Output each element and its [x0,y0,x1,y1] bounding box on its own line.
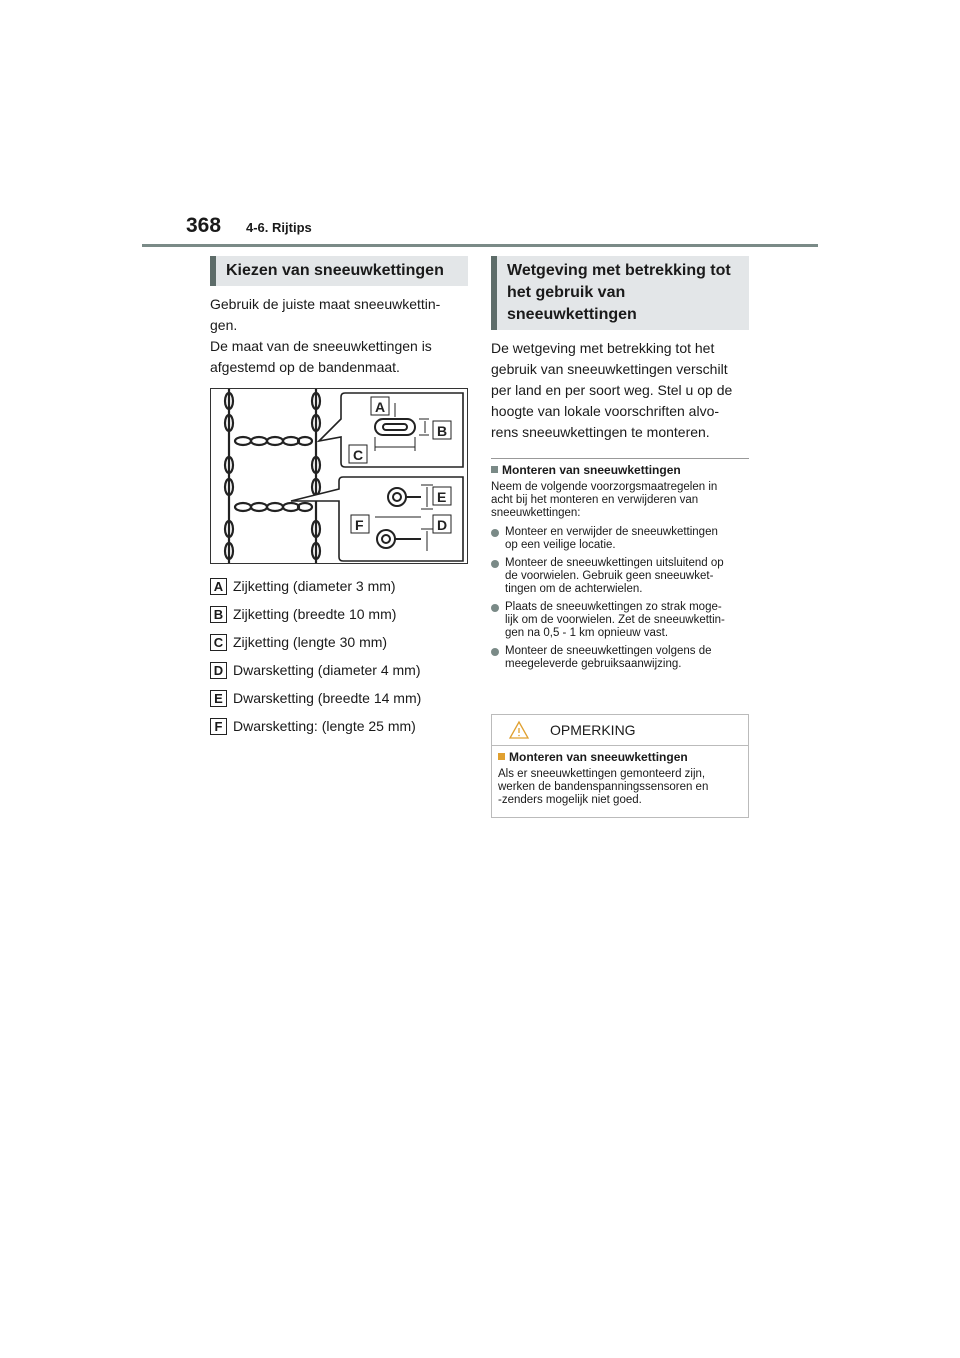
intro-line: gen. [210,317,238,333]
text-line: op een veilige locatie. [505,539,616,551]
heading-choose-chains: Kiezen van sneeuwkettingen [210,256,468,286]
list-item [210,628,470,656]
part-letter: F [210,718,227,735]
mounting-section [491,463,753,676]
text-line: rens sneeuwkettingen te monteren. [491,424,710,440]
list-item [491,557,753,596]
note-content [492,746,748,811]
heading-line: Wetgeving met betrekking tot [507,262,731,279]
chain-illustration [211,389,468,564]
choose-intro [210,294,470,378]
part-text: Dwarsketting (breedte 14 mm) [233,690,422,706]
part-letter: A [210,578,227,595]
figure-letter-d: D [437,517,448,533]
text-line: werken de bandenspanningssensoren en [498,781,709,793]
mounting-intro [491,481,753,520]
legislation-text [491,338,753,443]
figure-letter-f: F [355,517,364,533]
circle-bullet-icon [491,648,499,656]
text-line: gebruik van sneeuwkettingen verschilt [491,361,728,377]
list-item [210,572,470,600]
part-letter: B [210,606,227,623]
text-line: acht bij het monteren en verwijderen van [491,494,699,506]
page-number: 368 [186,214,222,237]
part-text: Zijketting (diameter 3 mm) [233,578,396,594]
intro-line: De maat van de sneeuwkettingen is [210,338,432,354]
part-letter: E [210,690,227,707]
circle-bullet-icon [491,560,499,568]
text-line: tingen om de achterwielen. [505,583,643,595]
part-text: Zijketting (lengte 30 mm) [233,634,388,650]
note-text [498,768,742,807]
note-heading-text: Monteren van sneeuwkettingen [509,750,688,764]
text-line: meegeleverde gebruiksaanwijzing. [505,658,682,670]
list-item [491,645,753,671]
cross-chain-top [235,437,312,445]
note-header [492,715,748,746]
text-line: de voorwielen. Gebruik geen sneeuwket- [505,570,714,582]
note-heading [498,750,742,764]
vertical-chain-middle [312,389,320,564]
figure-letter-c: C [353,447,364,463]
text-line: lijk om de voorwielen. Zet de sneeuwkettin- [505,614,725,626]
square-bullet-icon [491,466,498,473]
intro-line: Gebruik de juiste maat sneeuwkettin- [210,296,441,312]
figure-letter-a: A [375,399,386,415]
text-line: Monteer en verwijder de sneeuwkettingen [505,526,718,538]
vertical-chain-left [225,389,233,564]
figure-letter-e: E [437,489,447,505]
list-item [491,601,753,640]
parts-list [210,572,470,740]
part-text: Dwarsketting (diameter 4 mm) [233,662,421,678]
figure-letter-b: B [437,423,448,439]
heading-legislation [491,256,749,330]
text-line: De wetgeving met betrekking tot het [491,340,715,356]
note-title: OPMERKING [550,722,636,738]
text-line: sneeuwkettingen: [491,507,581,519]
section-label: 4-6. Rijtips [246,220,312,235]
heading-line: sneeuwkettingen [507,306,637,323]
part-text: Zijketting (breedte 10 mm) [233,606,397,622]
text-line: Plaats de sneeuwkettingen zo strak moge- [505,601,722,613]
circle-bullet-icon [491,529,499,537]
mounting-bullets [491,526,753,671]
text-line: gen na 0,5 - 1 km opnieuw vast. [505,627,669,639]
section-divider [491,458,749,459]
heading-line: het gebruik van [507,284,626,301]
text-line: -zenders mogelijk niet goed. [498,794,642,806]
circle-bullet-icon [491,604,499,612]
snow-chain-diagram [210,388,468,564]
mounting-heading-text: Monteren van sneeuwkettingen [502,463,681,477]
header-rule [142,244,818,247]
list-item [210,712,470,740]
list-item [210,684,470,712]
mounting-heading [491,463,753,477]
text-line: Als er sneeuwkettingen gemonteerd zijn, [498,768,706,780]
list-item [210,600,470,628]
square-bullet-icon [498,753,505,760]
note-box [491,714,749,818]
list-item [491,526,753,552]
warning-triangle-icon [508,720,530,740]
cross-chain-bottom [235,503,312,511]
part-letter: C [210,634,227,651]
part-letter: D [210,662,227,679]
text-line: Monteer de sneeuwkettingen volgens de [505,645,712,657]
text-line: Monteer de sneeuwkettingen uitsluitend op [505,557,724,569]
list-item [210,656,470,684]
text-line: per land en per soort weg. Stel u op de [491,382,733,398]
part-text: Dwarsketting: (lengte 25 mm) [233,718,416,734]
intro-line: afgestemd op de bandenmaat. [210,359,400,375]
text-line: Neem de volgende voorzorgsmaatregelen in [491,481,718,493]
text-line: hoogte van lokale voorschriften alvo- [491,403,720,419]
